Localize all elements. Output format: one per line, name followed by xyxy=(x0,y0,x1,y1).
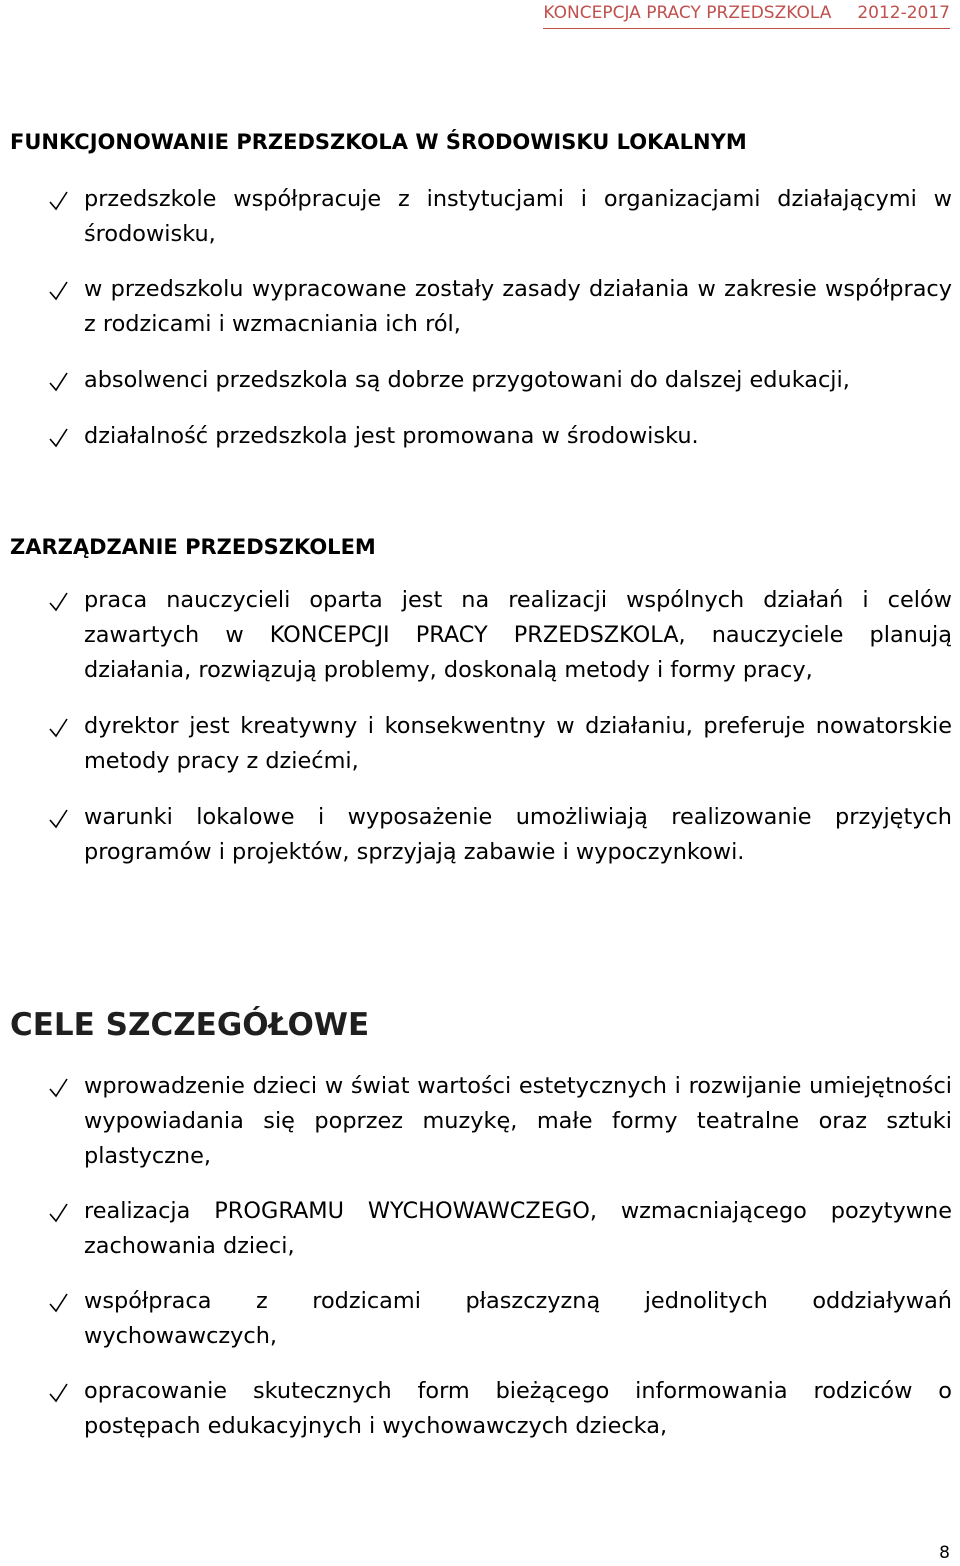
list-item-text: wprowadzenie dzieci w świat wartości estetycznych i rozwijanie umiejętności wypowiadania się poprzez muzykę, małe formy teatralne oraz sztuki plastyczne, xyxy=(84,1073,952,1169)
section-heading: ZARZĄDZANIE PRZEDSZKOLEM xyxy=(10,535,376,559)
list-item-text: dyrektor jest kreatywny i konsekwentny w działaniu, preferuje nowatorskie metody pracy z dziećmi, xyxy=(84,713,952,774)
list-item-text: warunki lokalowe i wyposażenie umożliwiają realizowanie przyjętych programów i projektów, sprzyjają zabawie i wypoczynkowi. xyxy=(84,804,952,865)
list-item xyxy=(10,363,952,398)
list-item xyxy=(10,583,952,688)
list-item xyxy=(10,800,952,870)
list-item xyxy=(10,182,952,252)
section-heading: FUNKCJONOWANIE PRZEDSZKOLA W ŚRODOWISKU LOKALNYM xyxy=(10,130,747,154)
list-item xyxy=(10,709,952,779)
check-icon xyxy=(47,363,69,398)
list-item xyxy=(10,1194,952,1264)
check-icon xyxy=(47,1284,69,1319)
list-item-text: przedszkole współpracuje z instytucjami i organizacjami działającymi w środowisku, xyxy=(84,186,952,247)
checklist xyxy=(10,1069,952,1444)
running-header xyxy=(543,0,950,29)
list-item-text: działalność przedszkola jest promowana w środowisku. xyxy=(84,423,699,449)
check-icon xyxy=(47,1374,69,1409)
check-icon xyxy=(47,182,69,217)
list-item xyxy=(10,1284,952,1354)
check-icon xyxy=(47,800,69,835)
page-number: 8 xyxy=(939,1543,950,1563)
list-item-text: w przedszkolu wypracowane zostały zasady działania w zakresie współpracy z rodzicami i wzmacniania ich ról, xyxy=(84,276,952,337)
checklist xyxy=(10,182,952,454)
list-item-text: realizacja PROGRAMU WYCHOWAWCZEGO, wzmacniającego pozytywne zachowania dzieci, xyxy=(84,1198,952,1259)
list-item-text: absolwenci przedszkola są dobrze przygotowani do dalszej edukacji, xyxy=(84,367,850,393)
check-icon xyxy=(47,272,69,307)
check-icon xyxy=(47,583,69,618)
list-item-text: współpraca z rodzicami płaszczyzną jednolitych oddziaływań wychowawczych, xyxy=(84,1288,952,1349)
list-item-text: praca nauczycieli oparta jest na realizacji wspólnych działań i celów zawartych w KONCEPCJI PRACY PRZEDSZKOLA, nauczyciele planują działania, rozwiązują problemy, doskonalą metody i formy pracy, xyxy=(84,587,952,683)
header-title: KONCEPCJA PRACY PRZEDSZKOLA xyxy=(543,3,832,23)
checklist xyxy=(10,583,952,870)
check-icon xyxy=(47,1069,69,1104)
check-icon xyxy=(47,1194,69,1229)
section-heading: CELE SZCZEGÓŁOWE xyxy=(10,1007,370,1043)
list-item xyxy=(10,419,952,454)
list-item xyxy=(10,1374,952,1444)
list-item xyxy=(10,1069,952,1174)
section-detailed-goals xyxy=(10,1005,952,1444)
list-item-text: opracowanie skutecznych form bieżącego informowania rodziców o postępach edukacyjnych i wychowawczych dziecka, xyxy=(84,1378,952,1439)
list-item xyxy=(10,272,952,342)
section-local-environment xyxy=(10,127,952,454)
check-icon xyxy=(47,709,69,744)
check-icon xyxy=(47,419,69,454)
header-years: 2012-2017 xyxy=(857,3,950,23)
section-management xyxy=(10,532,952,870)
